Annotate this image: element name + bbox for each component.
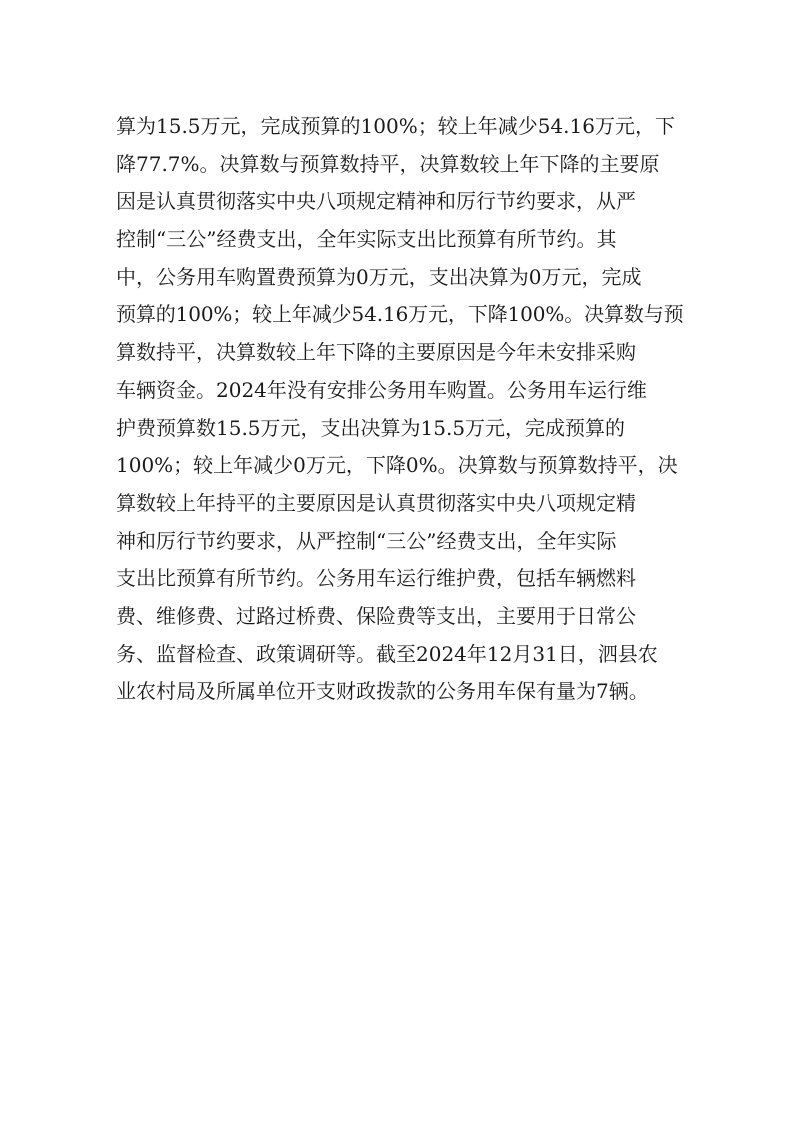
body-paragraph [116, 108, 684, 711]
text-line: 因是认真贯彻落实中央八项规定精神和厉行节约要求，从严 [116, 189, 636, 214]
text-line: 预算的100%；较上年减少54.16万元，下降100%。决算数与预 [116, 302, 684, 327]
text-line: 降77.7%。决算数与预算数持平，决算数较上年下降的主要原 [116, 151, 660, 176]
text-line: 车辆资金。2024年没有安排公务用车购置。公务用车运行维 [116, 377, 647, 402]
text-line: 中，公务用车购置费预算为0万元，支出决算为0万元，完成 [116, 264, 642, 289]
text-line: 务、监督检查、政策调研等。截至2024年12月31日，泗县农 [116, 641, 658, 666]
text-line: 100%；较上年减少0万元，下降0%。决算数与预算数持平，决 [116, 453, 678, 478]
text-line: 神和厉行节约要求，从严控制“三公”经费支出，全年实际 [116, 528, 617, 553]
text-line: 算数持平，决算数较上年下降的主要原因是今年未安排采购 [116, 340, 636, 365]
text-line: 业农村局及所属单位开支财政拨款的公务用车保有量为7辆。 [116, 679, 649, 704]
text-line: 算为15.5万元，完成预算的100%；较上年减少54.16万元，下 [116, 114, 675, 138]
text-line: 控制“三公”经费支出，全年实际支出比预算有所节约。其 [116, 227, 617, 252]
text-line: 费、维修费、过路过桥费、保险费等支出，主要用于日常公 [116, 603, 636, 628]
text-line: 护费预算数15.5万元，支出决算为15.5万元，完成预算的 [116, 415, 626, 440]
text-line: 支出比预算有所节约。公务用车运行维护费，包括车辆燃料 [116, 566, 636, 591]
text-line: 算数较上年持平的主要原因是认真贯彻落实中央八项规定精 [116, 490, 636, 515]
